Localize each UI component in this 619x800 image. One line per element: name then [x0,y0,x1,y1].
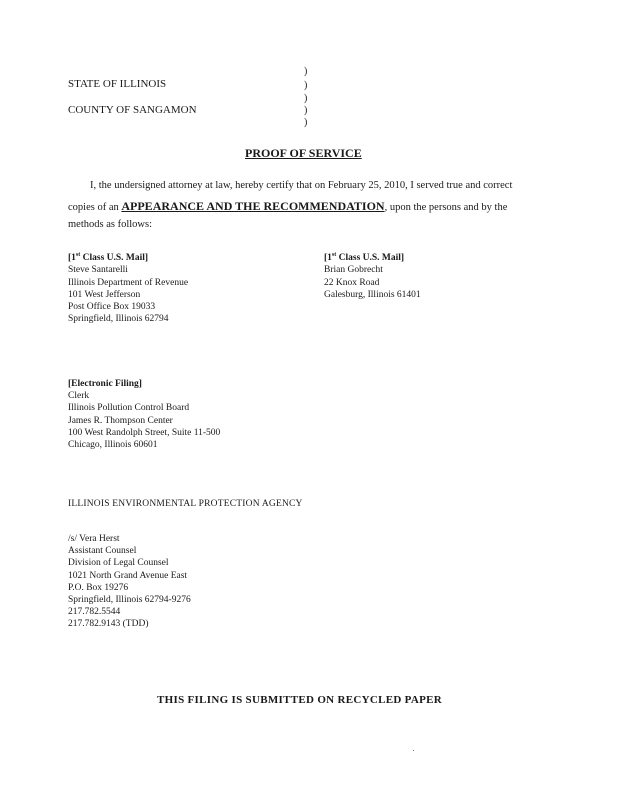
recipient-line: Galesburg, Illinois 61401 [324,289,421,300]
recipient-line: Steve Santarelli [68,265,128,276]
recycled-paper-notice: THIS FILING IS SUBMITTED ON RECYCLED PAPER [157,694,442,706]
intro-line-2-prefix: copies of an [68,202,122,213]
caption-paren: ) [304,80,308,91]
caption-county: COUNTY OF SANGAMON [68,104,197,116]
recipient-line: Springfield, Illinois 62794 [68,314,169,325]
recipient-block [68,378,220,451]
service-method: [1st Class U.S. Mail] [324,252,405,264]
recipient-block [324,249,421,301]
caption-paren: ) [304,105,308,116]
caption-paren: ) [304,93,308,104]
agency-name: ILLINOIS ENVIRONMENTAL PROTECTION AGENCY [68,499,303,509]
recipient-block [68,249,188,325]
intro-line-1: I, the undersigned attorney at law, hereby certify that on February 25, 2010, I served true and correct [90,180,513,191]
recipient-line: 101 West Jefferson [68,289,141,300]
caption-paren: ) [304,66,308,77]
document-emphasis: APPEARANCE AND THE RECOMMENDATION [121,199,385,213]
recipient-line: Clerk [68,391,90,402]
document-title: PROOF OF SERVICE [245,146,362,160]
signature-line: Assistant Counsel [68,546,137,557]
recipient-line: Post Office Box 19033 [68,301,156,312]
signature-line: Division of Legal Counsel [68,558,169,569]
intro-line-3: methods as follows: [68,219,152,230]
caption-paren: ) [304,117,308,128]
caption-state: STATE OF ILLINOIS [68,78,167,90]
recipient-line: Illinois Department of Revenue [68,277,189,288]
intro-line-2 [68,199,507,214]
recipient-line: Chicago, Illinois 60601 [68,440,158,451]
recipient-line: Illinois Pollution Control Board [68,403,190,414]
signature-block [68,533,191,631]
signature-line: 217.782.9143 (TDD) [68,619,149,630]
signature-line: /s/ Vera Herst [68,534,120,544]
recipient-line: 100 West Randolph Street, Suite 11-500 [68,427,221,438]
intro-line-2-suffix: , upon the persons and by the [384,202,508,213]
recipient-line: 22 Knox Road [324,277,380,288]
scan-speck [413,750,414,751]
signature-line: P.O. Box 19276 [68,582,129,593]
recipient-line: Brian Gobrecht [324,265,383,276]
service-method: [1st Class U.S. Mail] [68,252,149,264]
service-method: [Electronic Filing] [68,379,142,389]
signature-line: 1021 North Grand Avenue East [68,570,188,581]
recipient-line: James R. Thompson Center [68,415,173,426]
signature-line: Springfield, Illinois 62794-9276 [68,595,191,606]
signature-line: 217.782.5544 [68,607,121,618]
